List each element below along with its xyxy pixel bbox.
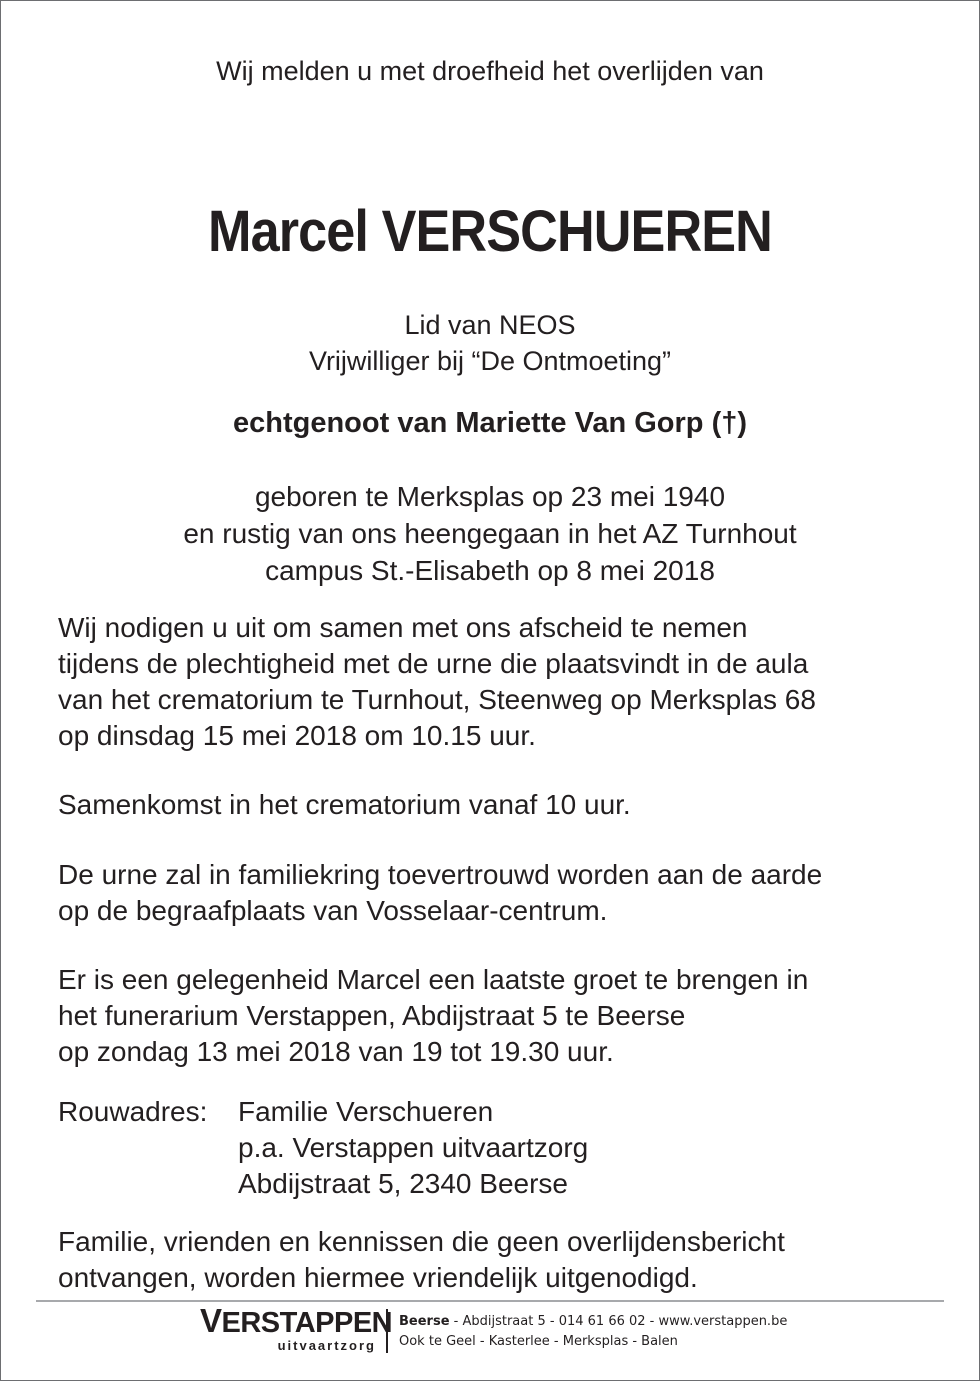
paragraph-line: De urne zal in familiekring toevertrouwd worden aan de aarde [58,859,823,890]
gathering-info [58,787,938,823]
visitation-info [58,962,938,1070]
info-line: en rustig van ons heengegaan in het AZ Turnhout [183,518,797,549]
paragraph-line: Wij nodigen u uit om samen met ons afscheid te nemen [58,612,748,643]
verstappen-logo [200,1302,393,1353]
info-line: geboren te Merksplas op 23 mei 1940 [254,481,726,512]
paragraph-line: het funerarium Verstappen, Abdijstraat 5 te Beerse [58,1000,686,1031]
address-line: p.a. Verstappen uitvaartzorg [238,1132,589,1163]
logo-wordmark [200,1302,393,1339]
role-line: Lid van NEOS [404,310,576,340]
contact-info [399,1312,787,1352]
roles [0,307,980,379]
contact-line [399,1312,787,1332]
paragraph-line: Samenkomst in het crematorium vanaf 10 uur. [58,789,631,820]
urn-info [58,857,938,929]
info-line: campus St.-Elisabeth op 8 mei 2018 [265,555,715,586]
spouse-line: echtgenoot van Mariette Van Gorp (†) [232,407,748,439]
logo-rest: ERSTAPPEN [221,1307,393,1339]
contact-town: Beerse [399,1314,450,1329]
role-line: Vrijwilliger bij “De Ontmoeting” [308,346,672,376]
paragraph-line: Familie, vrienden en kennissen die geen overlijdensbericht [58,1226,785,1257]
birth-death-info [0,478,980,589]
paragraph-line: op dinsdag 15 mei 2018 om 10.15 uur. [58,720,536,751]
address-line: Abdijstraat 5, 2340 Beerse [238,1168,568,1199]
paragraph-line: op zondag 13 mei 2018 van 19 tot 19.30 uur. [58,1036,614,1067]
paragraph-line: van het crematorium te Turnhout, Steenweg op Merksplas 68 [58,684,816,715]
mourning-address [58,1094,588,1202]
closing-note [58,1224,938,1296]
contact-details: - Abdijstraat 5 - 014 61 66 02 - www.verstappen.be [449,1314,788,1329]
logo-separator [386,1309,388,1353]
paragraph-line: tijdens de plechtigheid met de urne die plaatsvindt in de aula [58,648,809,679]
logo-tagline: uitvaartzorg [277,1338,376,1353]
intro-text: Wij melden u met droefheid het overlijden van [216,56,764,86]
ceremony-invitation [58,610,938,754]
paragraph-line: op de begraafplaats van Vosselaar-centrum. [58,895,608,926]
deceased-name: Marcel VERSCHUEREN [208,199,772,264]
paragraph-line: Er is een gelegenheid Marcel een laatste groet te brengen in [58,964,809,995]
paragraph-line: ontvangen, worden hiermee vriendelijk uitgenodigd. [58,1262,698,1293]
address-label: Rouwadres: [58,1096,208,1127]
address-line: Familie Verschueren [238,1096,494,1127]
footer-divider [36,1300,944,1302]
branches-line: Ook te Geel - Kasterlee - Merksplas - Balen [399,1334,678,1349]
logo-initial: V [200,1302,222,1339]
